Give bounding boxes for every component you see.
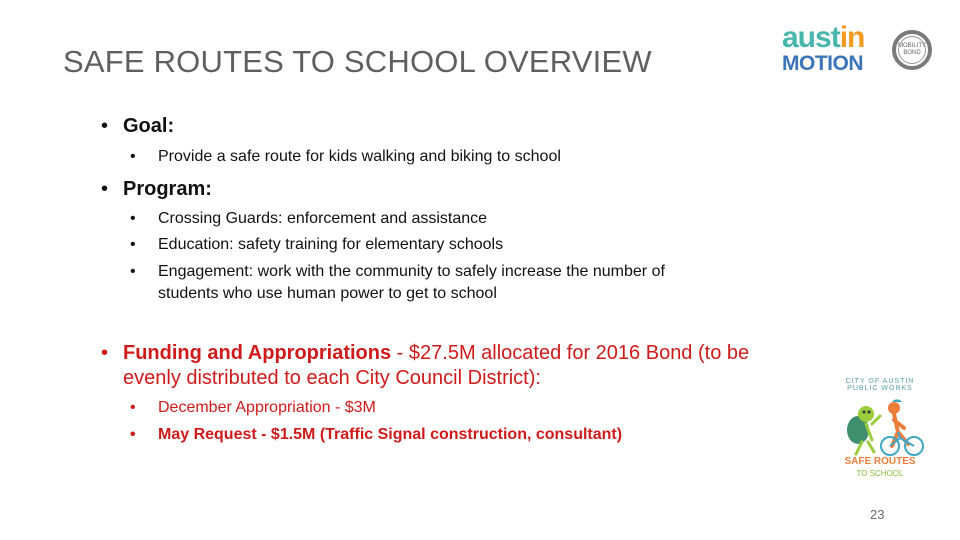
bullet-icon: •	[101, 342, 109, 364]
list-item	[130, 425, 622, 444]
bullet-icon: •	[130, 399, 136, 416]
logo-subtitle: TO SCHOOL	[856, 469, 904, 478]
badge-ring	[898, 36, 926, 64]
badge-line1: MOBILITY	[897, 43, 926, 49]
logo-austin-orange: in	[839, 21, 865, 54]
section-funding	[101, 342, 749, 365]
bullet-icon: •	[101, 115, 109, 137]
safe-routes-to-school-logo	[828, 378, 932, 482]
list-item-text: students who use human power to get to school	[158, 285, 497, 302]
list-item-continuation	[130, 284, 497, 303]
logo-title: SAFE ROUTES	[844, 456, 916, 467]
list-item-text: Crossing Guards: enforcement and assistance	[158, 210, 488, 227]
bullet-icon: •	[130, 263, 136, 280]
bullet-icon: •	[101, 178, 109, 200]
bullet-icon: •	[130, 236, 136, 253]
logo-austin-teal: aust	[782, 21, 840, 54]
list-item	[130, 398, 376, 417]
section-heading: Program:	[123, 178, 212, 200]
badge-line2: BOND	[903, 50, 921, 56]
list-item	[130, 235, 503, 254]
logo-austin-wordmark	[782, 22, 864, 54]
section-heading: Funding and Appropriations	[123, 342, 392, 364]
section-heading: Goal:	[123, 115, 175, 137]
list-item-text: Engagement: work with the community to safely increase the number of	[158, 263, 665, 280]
mobility-bond-badge-icon	[892, 30, 932, 70]
list-item-text: Provide a safe route for kids walking and biking to school	[158, 148, 561, 165]
turtle-and-cyclist-icon	[828, 384, 932, 464]
list-item-text: May Request - $1.5M (Traffic Signal construction, consultant)	[158, 426, 623, 443]
section-heading-line2: evenly distributed to each City Council District):	[123, 367, 541, 389]
logo-arc-text: CITY OF AUSTIN PUBLIC WORKS	[845, 378, 915, 392]
list-item	[130, 147, 561, 166]
section-funding-line2	[101, 367, 541, 390]
list-item-text: December Appropriation - $3M	[158, 399, 376, 416]
bullet-icon: •	[130, 148, 136, 165]
section-heading-suffix: - $27.5M allocated for 2016 Bond (to be	[391, 342, 750, 364]
section-goal	[101, 115, 174, 138]
slide-title: SAFE ROUTES TO SCHOOL OVERVIEW	[63, 44, 652, 79]
section-program	[101, 178, 212, 201]
list-item	[130, 262, 665, 281]
bullet-icon: •	[130, 210, 136, 227]
austin-motion-logo	[780, 21, 930, 80]
logo-motion-wordmark: MOTION	[782, 52, 863, 75]
list-item-text: Education: safety training for elementary schools	[158, 236, 504, 253]
list-item	[130, 209, 487, 228]
page-number: 23	[870, 507, 885, 522]
bullet-icon: •	[130, 426, 136, 443]
